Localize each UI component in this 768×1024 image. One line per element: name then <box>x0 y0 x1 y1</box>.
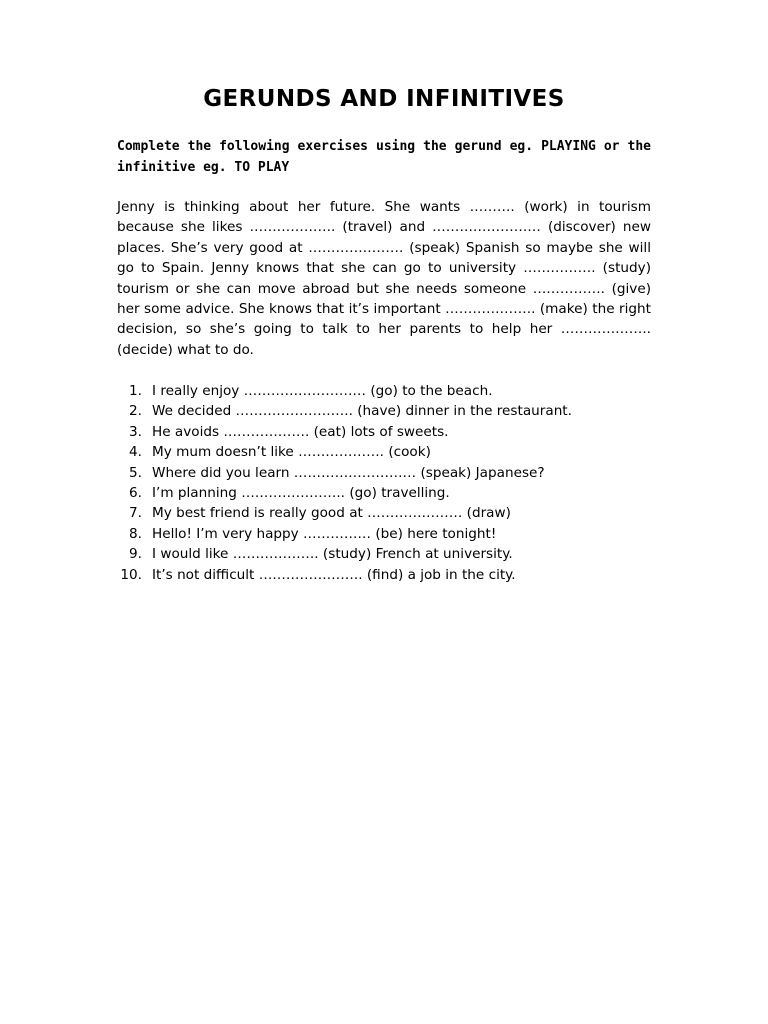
exercise-item <box>117 401 677 421</box>
exercise-item <box>117 544 677 564</box>
instructions: Complete the following exercises using the gerund eg. PLAYING or the infinitive eg. TO PLAY <box>117 139 651 175</box>
exercise-number: 5. <box>129 464 142 481</box>
exercise-number: 3. <box>129 423 142 440</box>
exercise-item <box>117 565 677 585</box>
exercise-number: 6. <box>129 485 142 502</box>
exercise-item <box>117 524 677 544</box>
exercise-text: I’m planning ………………….. (go) travelling. <box>152 485 450 502</box>
exercise-number: 9. <box>129 546 142 563</box>
exercise-text: My mum doesn’t like ………………. (cook) <box>152 444 431 461</box>
page-title: GERUNDS AND INFINITIVES <box>203 86 565 112</box>
exercise-text: We decided …………………….. (have) dinner in the restaurant. <box>152 403 572 420</box>
exercise-text: It’s not difficult ………………….. (find) a job in the city. <box>152 566 516 583</box>
exercise-text: He avoids ………………. (eat) lots of sweets. <box>152 423 449 440</box>
passage-paragraph: Jenny is thinking about her future. She wants ………. (work) in tourism because she likes ………………. (travel) and …………………… (discover) new places. She’s very good at ………………… (speak) Spanish so maybe she will go to Spain. Jenny knows that she can go to university ……………. (study) tourism or she can move abroad but she needs someone ……………. (give) her some advice. She knows that it’s important ……………….. (make) the right decision, so she’s going to talk to her parents to help her ……………….. (decide) what to do. <box>117 199 651 358</box>
exercise-number: 7. <box>129 505 142 522</box>
exercise-number: 1. <box>129 383 142 399</box>
exercise-item <box>117 463 677 483</box>
exercise-number: 10. <box>120 566 142 583</box>
exercise-text: I really enjoy ……………………… (go) to the beach. <box>152 383 493 399</box>
exercise-item <box>117 381 677 401</box>
exercise-list <box>117 381 677 585</box>
exercise-text: Where did you learn ……………………… (speak) Japanese? <box>152 464 545 481</box>
exercise-text: My best friend is really good at ………………… (draw) <box>152 505 511 522</box>
exercise-text: I would like ………………. (study) French at university. <box>152 546 513 563</box>
exercise-text: Hello! I’m very happy …………… (be) here tonight! <box>152 525 497 542</box>
exercise-item <box>117 422 677 442</box>
exercise-number: 8. <box>129 525 142 542</box>
exercise-item <box>117 442 677 462</box>
exercise-number: 2. <box>129 403 142 420</box>
exercise-item <box>117 483 677 503</box>
exercise-number: 4. <box>129 444 142 461</box>
exercise-item <box>117 503 677 523</box>
